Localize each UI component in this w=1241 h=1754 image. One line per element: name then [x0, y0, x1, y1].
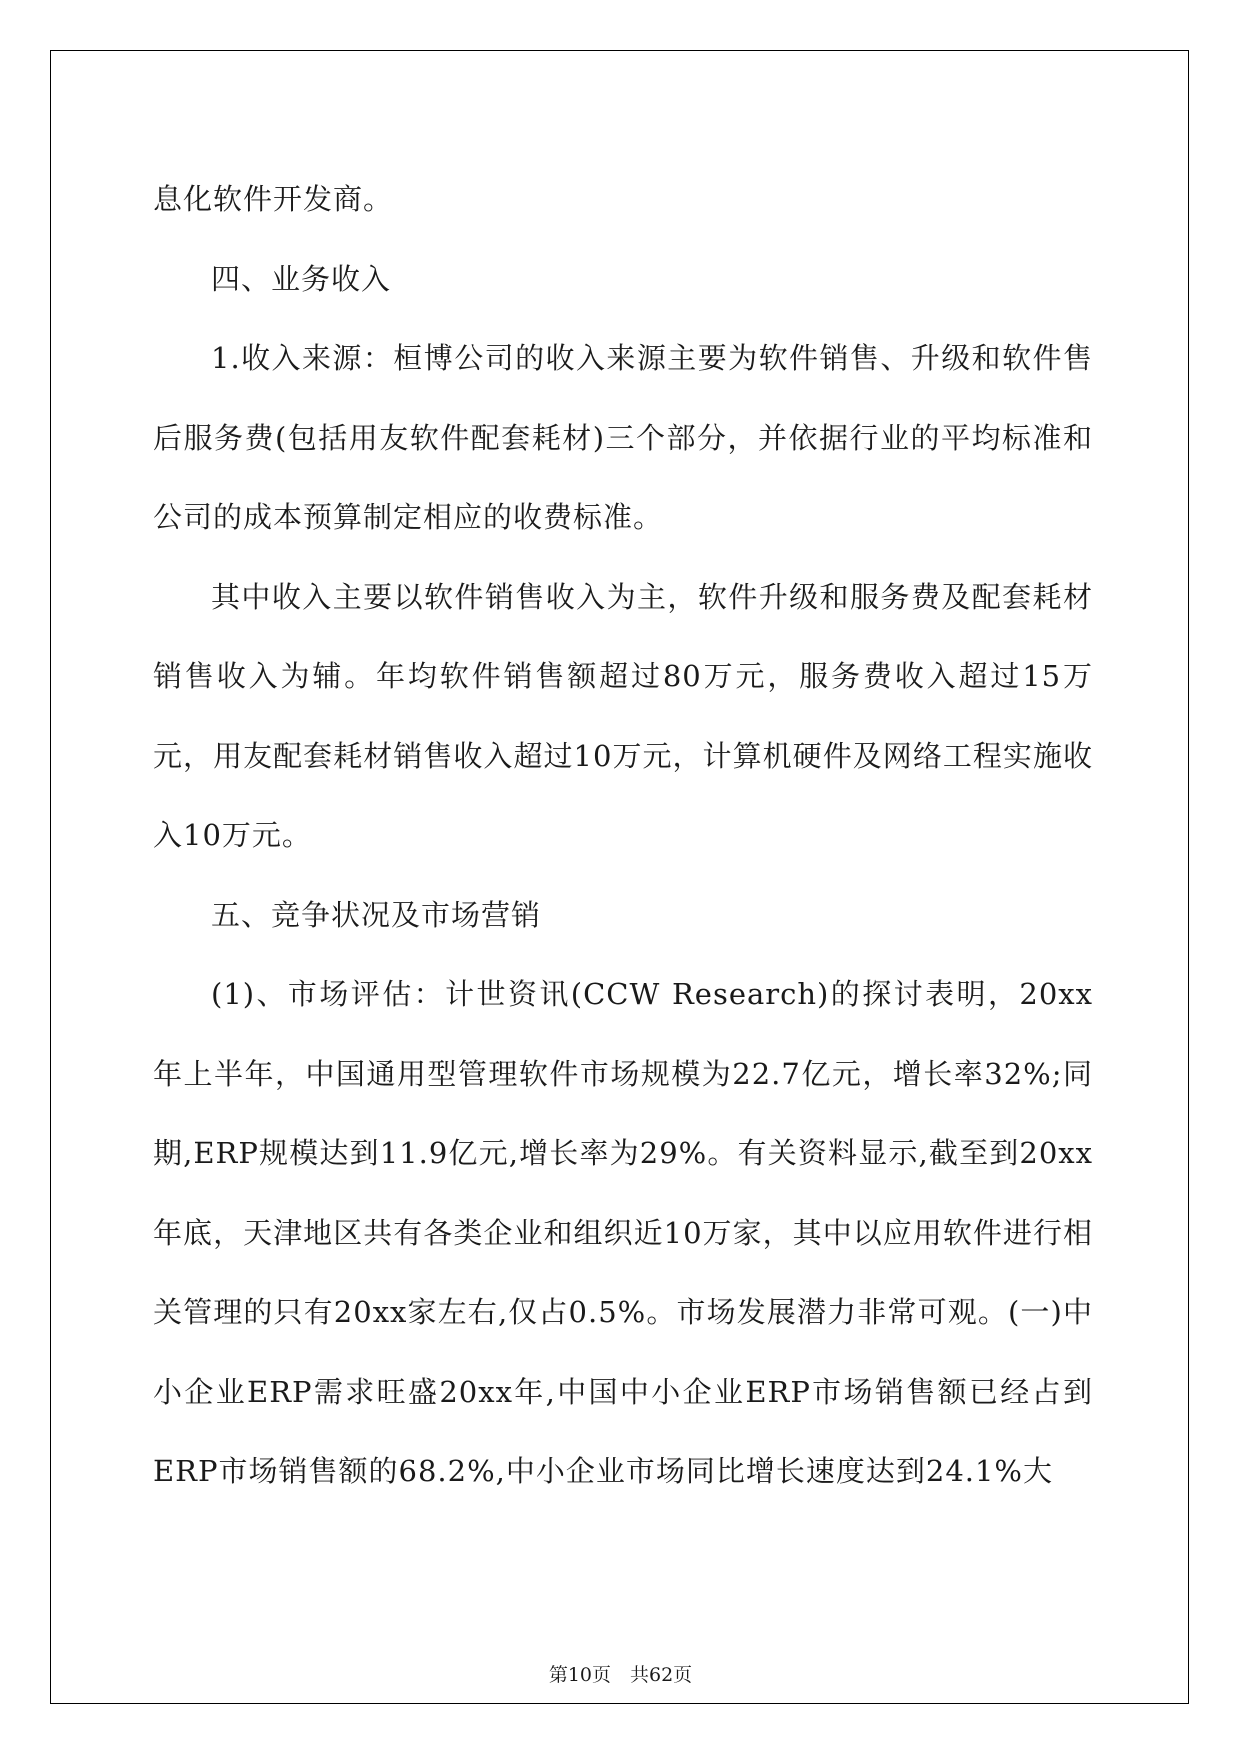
section-heading-business-income: 四、业务收入	[211, 261, 392, 296]
paragraph-income-source: 1.收入来源：桓博公司的收入来源主要为软件销售、升级和软件售后服务费(包括用友软件配套耗材)三个部分，并依据行业的平均标准和公司的成本预算制定相应的收费标准。	[153, 341, 1093, 534]
paragraph-continuation: 息化软件开发商。	[153, 182, 394, 216]
paragraph-income-breakdown: 其中收入主要以软件销售收入为主，软件升级和服务费及配套耗材销售收入为辅。年均软件销售额超过80万元，服务费收入超过15万元，用友配套耗材销售收入超过10万元，计算机硬件及网络工程实施收入10万元。	[153, 579, 1093, 852]
document-body	[153, 160, 1093, 1512]
paragraph-market-assessment: (1)、市场评估：计世资讯(CCW Research)的探讨表明，20xx年上半年，中国通用型管理软件市场规模为22.7亿元，增长率32%;同期,ERP规模达到11.9亿元,增长率为29%。有关资料显示,截至到20xx年底，天津地区共有各类企业和组织近10万家，其中以应用软件进行相关管理的只有20xx家左右,仅占0.5%。市场发展潜力非常可观。(一)中小企业ERP需求旺盛20xx年,中国中小企业ERP市场销售额已经占到ERP市场销售额的68.2%,中小企业市场同比增长速度达到24.1%大	[153, 977, 1093, 1488]
section-heading-competition: 五、竞争状况及市场营销	[211, 897, 542, 932]
page-number-footer: 第10页 共62页	[548, 1664, 693, 1686]
